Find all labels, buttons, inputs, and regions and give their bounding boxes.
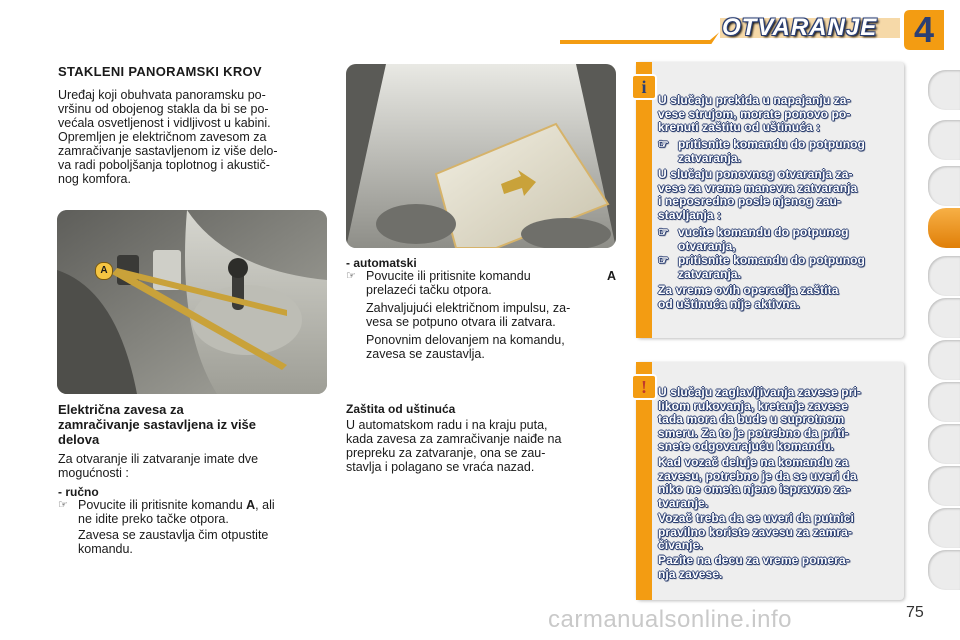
control-key-a: A: [606, 269, 616, 283]
info-paragraph-3: [658, 284, 896, 311]
info-p3-line: od uštinuća nije aktivna.: [658, 296, 800, 311]
warning-p4-line: nja zavese.: [658, 566, 723, 581]
manual-note-line: Zavesa se zaustavlja čim otpustite: [78, 528, 269, 542]
pointing-hand-icon: ☞: [58, 499, 68, 511]
thumb-tab-7[interactable]: [928, 340, 960, 380]
roof-photo-drawing: [346, 64, 616, 248]
auto-note-2-line: Ponovnim delovanjem na komandu,: [366, 333, 565, 347]
warning-p2-line: Kad vozač deluje na komandu za: [658, 455, 849, 469]
auto-note-1-line: vesa se potpuno otvara ili zatvara.: [366, 315, 556, 329]
info-bullet-3-line: zatvaranja.: [678, 266, 742, 281]
console-photo-drawing: [57, 210, 327, 394]
intro-line: Opremljen je električnom zavesom za: [58, 130, 267, 144]
info-box-strip: [636, 62, 652, 338]
thumb-tab-active-chapter-4[interactable]: [928, 208, 960, 248]
info-p3-line: Za vreme ovih operacija zaštita: [658, 283, 839, 297]
warning-p1-line: likom rukovanja, kretanje zavese: [658, 398, 848, 413]
info-p1-line: U slučaju prekida u napajanju za-: [658, 93, 851, 107]
section-title: STAKLENI PANORAMSKI KROV: [58, 64, 262, 79]
auto-bullet: [346, 269, 616, 299]
pointing-hand-icon: ☞: [658, 253, 669, 267]
manual-bullet: [58, 498, 326, 528]
thumb-tab-9[interactable]: [928, 424, 960, 464]
pointing-hand-icon: ☞: [346, 270, 356, 282]
info-bullet-1-line: zatvaranja.: [678, 150, 742, 165]
warning-p3-line: pravilno koriste zavesu za zamra-: [658, 524, 853, 539]
pointing-hand-icon: ☞: [658, 225, 669, 239]
auto-bullet-text: [366, 269, 616, 297]
warning-p1-line: smeru. Za to je potrebno da priti-: [658, 425, 849, 440]
intro-line: vršinu od obojenog stakla da bi se po-: [58, 102, 269, 116]
warning-p1-line: U slučaju zaglavljivanja zavese pri-: [658, 385, 862, 399]
warning-icon: [631, 374, 657, 400]
pinch-protection-heading: Zaštita od uštinuća: [346, 402, 456, 416]
chapter-number-badge: [900, 6, 948, 54]
warning-p3-line: čivanje.: [658, 538, 703, 552]
manual-bullet-part2: , ali: [255, 498, 275, 512]
thumb-tab-6[interactable]: [928, 298, 960, 338]
chapter-title: OTVARANJE: [722, 14, 878, 41]
roof-photo: [346, 64, 616, 248]
curtain-subheading-line: delova: [58, 432, 100, 447]
auto-bullet-line1-text: Povucite ili pritisnite komandu: [366, 269, 531, 283]
info-paragraph-2: [658, 168, 896, 222]
thumb-tab-10[interactable]: [928, 466, 960, 506]
info-p2-line: stavljanja :: [658, 207, 722, 222]
pinch-line: kada zavesa za zamračivanje naiđe na: [346, 432, 562, 446]
control-a-marker: A: [95, 262, 113, 280]
control-key-a: A: [246, 498, 256, 512]
thumb-tab-1[interactable]: [928, 70, 960, 110]
info-badge-text: i: [641, 77, 647, 97]
intro-line: va radi poboljšanja toplotnog i akustič-: [58, 158, 270, 172]
info-bullet-3-line: pritisnite komandu do potpunog: [678, 253, 865, 267]
intro-line: zamračivanje sastavljenom iz više delo-: [58, 144, 278, 158]
options-line: Za otvaranje ili zatvaranje imate dve: [58, 452, 259, 466]
pointing-hand-icon: ☞: [658, 137, 669, 151]
options-paragraph: [58, 452, 325, 480]
pinch-line: prepreku za zatvaranje, ona se zau-: [346, 446, 546, 460]
warning-p4-line: Pazite na decu za vreme pomera-: [658, 553, 850, 567]
warning-p1-line: tada mora da bude u suprotnom: [658, 412, 845, 426]
manual-bullet-line2: ne idite preko tačke otpora.: [78, 512, 229, 526]
curtain-subheading: [58, 402, 328, 447]
auto-bullet-line2: prelazeći tačku otpora.: [366, 283, 492, 297]
info-p1-line: vese strujom, morate ponovo po-: [658, 106, 851, 121]
page-number: 75: [906, 604, 924, 621]
pinch-line: U automatskom radu i na kraju puta,: [346, 418, 548, 432]
info-bullet-3: [658, 254, 896, 281]
thumb-tab-8[interactable]: [928, 382, 960, 422]
warning-paragraph-4: [658, 554, 896, 581]
info-paragraph-1: [658, 94, 896, 135]
intro-paragraph: [58, 88, 325, 186]
info-bullet-1: [658, 138, 896, 165]
auto-bullet-line1: [366, 269, 616, 283]
curtain-subheading-line: Električna zavesa za: [58, 402, 184, 417]
info-p2-line: U slučaju ponovnog otvaranja za-: [658, 167, 853, 181]
manual-bullet-part1: Povucite ili pritisnite komandu: [78, 498, 247, 512]
info-bullet-1-line: pritisnite komandu do potpunog: [678, 137, 865, 151]
info-p1-line: krenuti zaštitu od uštinuća :: [658, 120, 821, 134]
manual-note-line: komandu.: [78, 542, 133, 556]
info-bullet-2-line: otvaranja,: [678, 238, 736, 253]
info-bullet-2-line: vucite komandu do potpunog: [678, 225, 849, 239]
thumb-tab-11[interactable]: [928, 508, 960, 548]
curtain-subheading-line: zamračivanje sastavljena iz više: [58, 417, 257, 432]
intro-line: nog komfora.: [58, 172, 131, 186]
info-icon: [631, 74, 657, 100]
thumb-tab-2[interactable]: [928, 120, 960, 160]
warning-paragraph-2: [658, 456, 896, 510]
thumb-tab-5[interactable]: [928, 256, 960, 296]
intro-line: Uređaj koji obuhvata panoramsku po-: [58, 88, 266, 102]
warning-p3-line: Vozač treba da se uveri da putnici: [658, 511, 854, 525]
info-p2-line: i neposredno posle njenog zau-: [658, 194, 842, 208]
warning-p1-line: snete odgovarajuću komandu.: [658, 439, 835, 453]
thumb-tab-12[interactable]: [928, 550, 960, 590]
pinch-line: stavlja i polagano se vraća nazad.: [346, 460, 535, 474]
pinch-protection-paragraph: [346, 418, 616, 474]
auto-note-2: [366, 333, 616, 361]
warning-paragraph-1: [658, 386, 896, 454]
chapter-number-text: 4: [913, 9, 935, 50]
auto-note-1-line: Zahvaljujući električnom impulsu, za-: [366, 301, 571, 315]
warning-p2-line: tvaranje.: [658, 495, 709, 510]
warning-p2-line: zavesu, potrebno je da se uveri da: [658, 468, 857, 483]
thumb-tab-3[interactable]: [928, 166, 960, 206]
auto-note-2-line: zavesa se zaustavlja.: [366, 347, 485, 361]
manual-bullet-text: [78, 498, 326, 526]
warning-paragraph-3: [658, 512, 896, 553]
warning-badge-text: !: [641, 377, 647, 397]
auto-note-1: [366, 301, 616, 329]
info-p2-line: vese za vreme manevra zatvaranja: [658, 180, 858, 195]
intro-line: većala osvetljenost i vidljivost u kabini.: [58, 116, 271, 130]
warning-p2-line: niko ne ometa njeno ispravno za-: [658, 482, 851, 496]
options-line: mogućnosti :: [58, 466, 129, 480]
manual-mode-label: - ručno: [58, 485, 99, 499]
info-bullet-2: [658, 226, 896, 253]
manual-note: [78, 528, 326, 556]
auto-mode-label: - automatski: [346, 256, 417, 270]
watermark: carmanualsonline.info: [548, 606, 792, 633]
console-photo: [57, 210, 327, 394]
